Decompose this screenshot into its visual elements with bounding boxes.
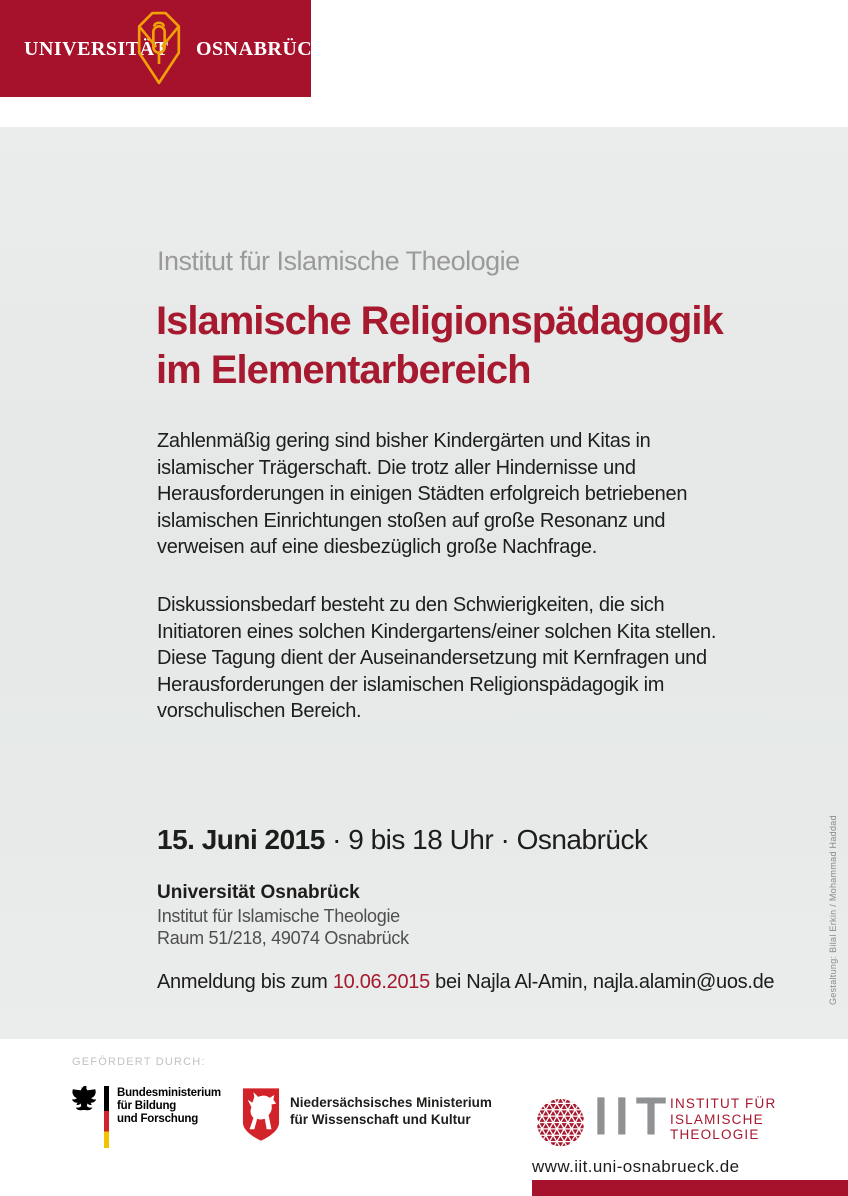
university-seal-icon (126, 7, 192, 89)
funded-by-label: GEFÖRDERT DURCH: (72, 1056, 206, 1068)
iit-line: INSTITUT FÜR (670, 1096, 777, 1111)
mwk-logo-text (290, 1095, 492, 1128)
bmbf-line: und Forschung (117, 1113, 199, 1125)
paragraph-line: vorschulischen Bereich. (157, 700, 362, 722)
paragraph-line: Zahlenmäßig gering sind bisher Kindergärten und Kitas in (157, 430, 651, 452)
federal-eagle-icon (70, 1084, 100, 1112)
banner-city-label: OSNABRÜCK (196, 38, 329, 60)
intro-paragraph (157, 428, 687, 561)
institute-header: Institut für Islamische Theologie (157, 246, 520, 276)
iit-line: THEOLOGIE (670, 1127, 760, 1142)
mwk-line: für Wissenschaft und Kultur (290, 1111, 471, 1127)
paragraph-line: Diese Tagung dient der Auseinandersetzung mit Kernfragen und (157, 647, 707, 669)
venue-name: Universität Osnabrück (157, 882, 360, 903)
paragraph-line: Herausforderungen in einigen Städten erfolgreich betriebenen (157, 483, 688, 505)
paragraph-line: Herausforderungen der islamischen Religionspädagogik im (157, 673, 665, 696)
footer-red-bar (532, 1180, 848, 1196)
paragraph-line: islamischer Trägerschaft. Die trotz aller Hindernisse und (157, 456, 636, 479)
iit-logo-text (670, 1096, 776, 1143)
poster-title-line2: im Elementarbereich (156, 348, 531, 392)
discussion-paragraph (157, 592, 716, 725)
venue-room: Raum 51/218, 49074 Osnabrück (157, 928, 409, 948)
poster-title-line1: Islamische Religionspädagogik (156, 299, 723, 343)
university-banner (0, 0, 329, 97)
paragraph-line: islamischen Einrichtungen stoßen auf große Resonanz und (157, 509, 666, 532)
registration-line (157, 971, 774, 994)
iit-ornament-icon (535, 1097, 586, 1148)
bmbf-logo-text (117, 1087, 221, 1126)
design-credit: Gestaltung: Bilal Erkin / Mohammad Haddad (828, 815, 838, 1005)
iit-line: ISLAMISCHE (670, 1111, 764, 1127)
registration-contact: bei Najla Al-Amin, najla.alamin@uos.de (429, 971, 775, 993)
german-flag-stripe (104, 1086, 109, 1148)
paragraph-line: Diskussionsbedarf besteht zu den Schwierigkeiten, die sich (157, 594, 665, 616)
paragraph-line: verweisen auf eine diesbezüglich große Nachfrage. (157, 536, 598, 558)
registration-deadline: 10.06.2015 (332, 971, 430, 993)
event-date: 15. Juni 2015 (157, 824, 325, 855)
bmbf-line: für Bildung (117, 1100, 177, 1112)
registration-prefix: Anmeldung bis zum (157, 971, 333, 993)
bmbf-line: Bundesministerium (117, 1087, 221, 1099)
venue-institute: Institut für Islamische Theologie (157, 906, 400, 926)
poster-title (156, 297, 723, 395)
mwk-line: Niedersächsisches Ministerium (290, 1095, 492, 1110)
event-date-line (157, 824, 647, 856)
paragraph-line: Initiatoren eines solchen Kindergartens/einer solchen Kita stellen. (157, 620, 717, 643)
event-time-place: · 9 bis 18 Uhr · Osnabrück (324, 824, 648, 855)
iit-website-url: www.iit.uni-osnabrueck.de (532, 1157, 740, 1176)
banner-university-label: UNIVERSITÄT (24, 38, 169, 60)
iit-abbreviation: IIT (594, 1086, 674, 1147)
lower-saxony-shield-icon (242, 1086, 280, 1143)
